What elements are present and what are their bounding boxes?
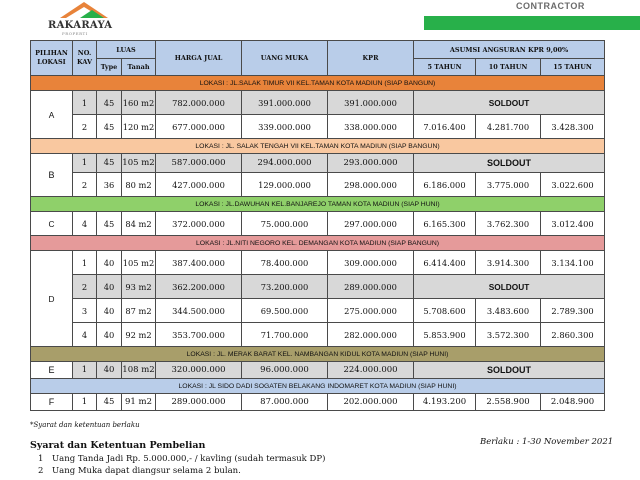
col-type: Type (97, 59, 122, 76)
unit-dp: 129.000.000 (242, 173, 328, 197)
angsuran-15: 3.022.600 (541, 173, 605, 197)
unit-tanah: 105 m2 (122, 251, 156, 275)
unit-kpr: 202.000.000 (328, 394, 414, 411)
kav-no: 3 (73, 299, 97, 323)
unit-harga: 320.000.000 (156, 362, 242, 379)
validity-date: Berlaku : 1-30 November 2021 (480, 437, 614, 447)
unit-kpr: 275.000.000 (328, 299, 414, 323)
location-title: LOKASI : JL. MERAK BARAT KEL. NAMBANGAN KIDUL KOTA MADIUN (SIAP HUNI) (31, 347, 605, 362)
location-title: LOKASI : JL SIDO DADI SOGATEN BELAKANG INDOMARET KOTA MADIUN (SIAP HUNI) (31, 379, 605, 394)
unit-type: 45 (97, 212, 122, 236)
rakaraya-logo (48, 0, 128, 36)
soldout-badge: SOLDOUT (414, 275, 605, 299)
unit-type: 40 (97, 362, 122, 379)
terms-item-number: 1 (38, 454, 44, 464)
unit-kpr: 293.000.000 (328, 154, 414, 173)
unit-tanah: 108 m2 (122, 362, 156, 379)
unit-harga: 344.500.000 (156, 299, 242, 323)
unit-type: 45 (97, 154, 122, 173)
location-group: E (31, 362, 73, 379)
kav-no: 4 (73, 323, 97, 347)
col-10-tahun: 10 TAHUN (476, 59, 541, 76)
kav-no: 1 (73, 394, 97, 411)
unit-tanah: 93 m2 (122, 275, 156, 299)
col-kav: NO. KAV (73, 41, 97, 76)
unit-dp: 339.000.000 (242, 115, 328, 139)
green-band (424, 16, 640, 30)
unit-tanah: 92 m2 (122, 323, 156, 347)
unit-harga: 372.000.000 (156, 212, 242, 236)
house-roof-icon (52, 0, 122, 20)
angsuran-5: 6.186.000 (414, 173, 476, 197)
location-group: F (31, 394, 73, 411)
terms-list (38, 453, 325, 477)
angsuran-10: 3.483.600 (476, 299, 541, 323)
unit-kpr: 391.000.000 (328, 91, 414, 115)
angsuran-5: 6.414.400 (414, 251, 476, 275)
angsuran-5: 6.165.300 (414, 212, 476, 236)
logo-subtext: PROPERTI (62, 31, 88, 36)
angsuran-15: 3.134.100 (541, 251, 605, 275)
unit-type: 45 (97, 91, 122, 115)
terms-title: Syarat dan Ketentuan Pembelian (30, 440, 206, 451)
unit-harga: 677.000.000 (156, 115, 242, 139)
angsuran-15: 2.789.300 (541, 299, 605, 323)
unit-dp: 75.000.000 (242, 212, 328, 236)
kav-no: 1 (73, 362, 97, 379)
location-title: LOKASI : JL.NITI NEGORO KEL. DEMANGAN KOTA MADIUN (SIAP BANGUN) (31, 236, 605, 251)
kav-no: 2 (73, 115, 97, 139)
angsuran-5: 5.708.600 (414, 299, 476, 323)
logo-text: RAKARAYA (48, 20, 113, 31)
angsuran-10: 3.775.000 (476, 173, 541, 197)
col-kpr: KPR (328, 41, 414, 76)
angsuran-10: 2.558.900 (476, 394, 541, 411)
unit-kpr: 309.000.000 (328, 251, 414, 275)
unit-harga: 782.000.000 (156, 91, 242, 115)
unit-type: 40 (97, 275, 122, 299)
unit-kpr: 338.000.000 (328, 115, 414, 139)
angsuran-5: 4.193.200 (414, 394, 476, 411)
unit-type: 40 (97, 299, 122, 323)
location-group: D (31, 251, 73, 347)
unit-kpr: 298.000.000 (328, 173, 414, 197)
unit-dp: 294.000.000 (242, 154, 328, 173)
col-dp: UANG MUKA (242, 41, 328, 76)
unit-tanah: 80 m2 (122, 173, 156, 197)
unit-harga: 362.200.000 (156, 275, 242, 299)
soldout-badge: SOLDOUT (414, 362, 605, 379)
angsuran-15: 3.012.400 (541, 212, 605, 236)
unit-kpr: 282.000.000 (328, 323, 414, 347)
unit-kpr: 297.000.000 (328, 212, 414, 236)
location-title: LOKASI : JL.SALAK TIMUR VII KEL.TAMAN KOTA MADIUN (SIAP BANGUN) (31, 76, 605, 91)
unit-type: 40 (97, 323, 122, 347)
unit-type: 36 (97, 173, 122, 197)
unit-tanah: 87 m2 (122, 299, 156, 323)
contractor-label: CONTRACTOR (516, 1, 585, 11)
terms-item-text: Uang Muka dapat diangsur selama 2 bulan. (52, 466, 241, 476)
unit-type: 40 (97, 251, 122, 275)
terms-item (38, 465, 325, 477)
unit-harga: 387.400.000 (156, 251, 242, 275)
location-title: LOKASI : JL. SALAK TENGAH VII KEL.TAMAN KOTA MADIUN (SIAP BANGUN) (31, 139, 605, 154)
angsuran-5: 5.853.900 (414, 323, 476, 347)
terms-item (38, 453, 325, 465)
kav-no: 1 (73, 154, 97, 173)
location-group: C (31, 212, 73, 236)
unit-dp: 87.000.000 (242, 394, 328, 411)
kav-no: 4 (73, 212, 97, 236)
unit-harga: 353.700.000 (156, 323, 242, 347)
angsuran-5: 7.016.400 (414, 115, 476, 139)
location-group: B (31, 154, 73, 197)
unit-tanah: 84 m2 (122, 212, 156, 236)
unit-tanah: 91 m2 (122, 394, 156, 411)
location-group: A (31, 91, 73, 139)
unit-harga: 289.000.000 (156, 394, 242, 411)
terms-item-text: Uang Tanda Jadi Rp. 5.000.000,- / kavling (sudah termasuk DP) (52, 454, 326, 464)
unit-dp: 69.500.000 (242, 299, 328, 323)
col-tanah: Tanah (122, 59, 156, 76)
col-harga: HARGA JUAL (156, 41, 242, 76)
unit-dp: 391.000.000 (242, 91, 328, 115)
soldout-badge: SOLDOUT (414, 154, 605, 173)
header (0, 0, 640, 38)
col-asumsi: ASUMSI ANGSURAN KPR 9,00% (414, 41, 605, 59)
col-lokasi: PILIHAN LOKASI (31, 41, 73, 76)
unit-harga: 587.000.000 (156, 154, 242, 173)
unit-tanah: 120 m2 (122, 115, 156, 139)
unit-harga: 427.000.000 (156, 173, 242, 197)
kav-no: 2 (73, 173, 97, 197)
unit-kpr: 289.000.000 (328, 275, 414, 299)
angsuran-10: 4.281.700 (476, 115, 541, 139)
angsuran-10: 3.572.300 (476, 323, 541, 347)
unit-dp: 96.000.000 (242, 362, 328, 379)
unit-type: 45 (97, 115, 122, 139)
unit-type: 45 (97, 394, 122, 411)
col-luas: LUAS (97, 41, 156, 59)
angsuran-15: 2.860.300 (541, 323, 605, 347)
unit-dp: 73.200.000 (242, 275, 328, 299)
footnote: *Syarat dan ketentuan berlaku (30, 421, 140, 429)
kav-no: 1 (73, 91, 97, 115)
kav-no: 1 (73, 251, 97, 275)
terms-item-number: 2 (38, 466, 44, 476)
unit-tanah: 105 m2 (122, 154, 156, 173)
angsuran-15: 2.048.900 (541, 394, 605, 411)
angsuran-10: 3.762.300 (476, 212, 541, 236)
unit-dp: 71.700.000 (242, 323, 328, 347)
price-table (30, 40, 605, 411)
soldout-badge: SOLDOUT (414, 91, 605, 115)
col-5-tahun: 5 TAHUN (414, 59, 476, 76)
location-title: LOKASI : JL.DAWUHAN KEL.BANJAREJO TAMAN KOTA MADIUN (SIAP HUNI) (31, 197, 605, 212)
kav-no: 2 (73, 275, 97, 299)
unit-dp: 78.400.000 (242, 251, 328, 275)
col-15-tahun: 15 TAHUN (541, 59, 605, 76)
angsuran-10: 3.914.300 (476, 251, 541, 275)
angsuran-15: 3.428.300 (541, 115, 605, 139)
unit-kpr: 224.000.000 (328, 362, 414, 379)
unit-tanah: 160 m2 (122, 91, 156, 115)
